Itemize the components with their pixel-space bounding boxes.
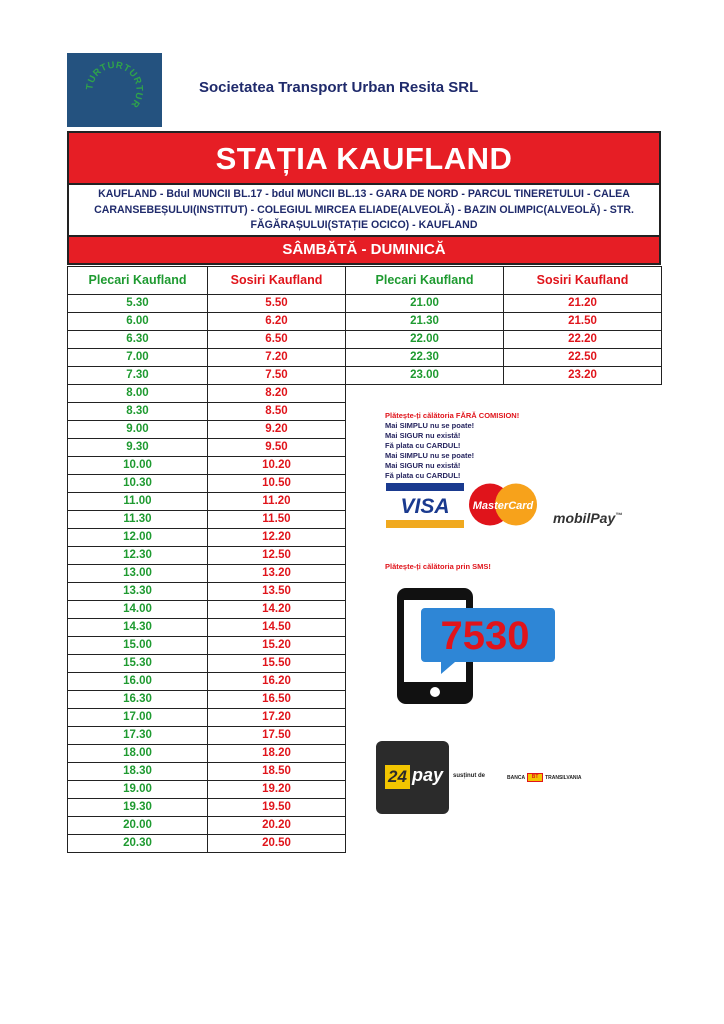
empty-cell bbox=[346, 817, 504, 835]
departure-time: 12.30 bbox=[68, 547, 208, 565]
table-row bbox=[68, 691, 662, 709]
bank-bt-badge: BT bbox=[527, 773, 543, 782]
arrival-time: 15.50 bbox=[208, 655, 346, 673]
arrival-time: 10.20 bbox=[208, 457, 346, 475]
empty-cell bbox=[504, 403, 662, 421]
arrival-time: 11.20 bbox=[208, 493, 346, 511]
schedule-table bbox=[67, 266, 662, 853]
table-row bbox=[68, 709, 662, 727]
mastercard-logo-icon bbox=[460, 482, 546, 527]
empty-cell bbox=[504, 439, 662, 457]
table-row bbox=[68, 817, 662, 835]
arrival-time: 12.50 bbox=[208, 547, 346, 565]
arrival-time: 13.20 bbox=[208, 565, 346, 583]
table-row bbox=[68, 331, 662, 349]
departure-time: 18.00 bbox=[68, 745, 208, 763]
empty-cell bbox=[504, 817, 662, 835]
table-row bbox=[68, 565, 662, 583]
table-row bbox=[68, 799, 662, 817]
departure-time: 8.30 bbox=[68, 403, 208, 421]
visa-label: VISA bbox=[400, 495, 450, 518]
header-arrivals-1: Sosiri Kaufland bbox=[208, 267, 346, 295]
arrival-time: 17.20 bbox=[208, 709, 346, 727]
arrival-time: 22.50 bbox=[504, 349, 662, 367]
promo-line: Fă plata cu CARDUL! bbox=[385, 441, 461, 450]
arrival-time: 19.20 bbox=[208, 781, 346, 799]
empty-cell bbox=[504, 565, 662, 583]
table-row bbox=[68, 835, 662, 853]
departure-time: 15.30 bbox=[68, 655, 208, 673]
empty-cell bbox=[504, 547, 662, 565]
promo-line: Mai SIGUR nu există! bbox=[385, 431, 461, 440]
card-payment-text bbox=[385, 411, 519, 481]
bank-label-right: TRANSILVANIA bbox=[545, 774, 582, 781]
empty-cell bbox=[504, 727, 662, 745]
arrival-time: 7.50 bbox=[208, 367, 346, 385]
table-row bbox=[68, 727, 662, 745]
promo-line: Mai SIMPLU nu se poate! bbox=[385, 451, 475, 460]
arrival-time: 8.50 bbox=[208, 403, 346, 421]
departure-time: 7.30 bbox=[68, 367, 208, 385]
empty-cell bbox=[346, 529, 504, 547]
empty-cell bbox=[346, 835, 504, 853]
empty-cell bbox=[504, 385, 662, 403]
arrival-time: 5.50 bbox=[208, 295, 346, 313]
departure-time: 15.00 bbox=[68, 637, 208, 655]
mobilpay-label: mobilPay bbox=[553, 510, 616, 526]
table-row bbox=[68, 295, 662, 313]
departure-time: 19.30 bbox=[68, 799, 208, 817]
promo-line: Mai SIGUR nu există! bbox=[385, 461, 461, 470]
supported-by-text: susținut de bbox=[453, 773, 486, 779]
table-row bbox=[68, 313, 662, 331]
arrival-time: 17.50 bbox=[208, 727, 346, 745]
departure-time: 17.30 bbox=[68, 727, 208, 745]
promo-line: Mai SIMPLU nu se poate! bbox=[385, 421, 475, 430]
arrival-time: 6.20 bbox=[208, 313, 346, 331]
arrival-time: 15.20 bbox=[208, 637, 346, 655]
table-row bbox=[68, 619, 662, 637]
departure-time: 16.00 bbox=[68, 673, 208, 691]
table-row bbox=[68, 475, 662, 493]
departure-time: 9.30 bbox=[68, 439, 208, 457]
arrival-time: 9.50 bbox=[208, 439, 346, 457]
table-row bbox=[68, 421, 662, 439]
phone-sms-icon bbox=[395, 586, 555, 706]
company-name: Societatea Transport Urban Resita SRL bbox=[199, 79, 479, 96]
arrival-time: 14.20 bbox=[208, 601, 346, 619]
table-row bbox=[68, 457, 662, 475]
station-header bbox=[67, 131, 661, 265]
arrival-time: 23.20 bbox=[504, 367, 662, 385]
table-row bbox=[68, 529, 662, 547]
empty-cell bbox=[504, 835, 662, 853]
mobilpay-tm: ™ bbox=[615, 512, 623, 520]
departure-time: 18.30 bbox=[68, 763, 208, 781]
arrival-time: 12.20 bbox=[208, 529, 346, 547]
departure-time: 6.30 bbox=[68, 331, 208, 349]
table-row bbox=[68, 349, 662, 367]
promo-line: Fă plata cu CARDUL! bbox=[385, 471, 461, 480]
route-description: KAUFLAND - Bdul MUNCII BL.17 - bdul MUNCII BL.13 - GARA DE NORD - PARCUL TINERETULUI - CALEA CARANSEBEȘULUI(INSTITUT) - COLEGIUL MIRCEA ELIADE(ALVEOLĂ) - BAZIN OLIMPIC(ALVEOLĂ) - STR. FĂGĂRAȘULUI(STAȚIE OCICO) - KAUFLAND bbox=[69, 185, 659, 237]
bank-logo bbox=[507, 773, 582, 782]
table-header-row bbox=[68, 267, 662, 295]
departure-time: 16.30 bbox=[68, 691, 208, 709]
departure-time: 17.00 bbox=[68, 709, 208, 727]
empty-cell bbox=[346, 385, 504, 403]
table-row bbox=[68, 745, 662, 763]
arrival-time: 21.20 bbox=[504, 295, 662, 313]
arrival-time: 16.20 bbox=[208, 673, 346, 691]
table-row bbox=[68, 637, 662, 655]
departure-time: 11.30 bbox=[68, 511, 208, 529]
table-row bbox=[68, 367, 662, 385]
table-row bbox=[68, 583, 662, 601]
table-row bbox=[68, 493, 662, 511]
company-logo bbox=[67, 53, 162, 127]
empty-cell bbox=[504, 457, 662, 475]
departure-time: 9.00 bbox=[68, 421, 208, 439]
sms-number: 7530 bbox=[440, 614, 530, 658]
empty-cell bbox=[504, 781, 662, 799]
empty-cell bbox=[504, 709, 662, 727]
sms-payment-text: Plătește-ți călătoria prin SMS! bbox=[385, 562, 491, 571]
header-departures-2: Plecari Kaufland bbox=[346, 267, 504, 295]
pay24-word: pay bbox=[412, 765, 444, 785]
departure-time: 14.30 bbox=[68, 619, 208, 637]
table-row bbox=[68, 673, 662, 691]
table-row bbox=[68, 385, 662, 403]
departure-time: 14.00 bbox=[68, 601, 208, 619]
arrival-time: 13.50 bbox=[208, 583, 346, 601]
departure-time: 21.00 bbox=[346, 295, 504, 313]
empty-cell bbox=[504, 421, 662, 439]
arrival-time: 22.20 bbox=[504, 331, 662, 349]
departure-time: 20.30 bbox=[68, 835, 208, 853]
svg-text:TURTURTURTUR bbox=[84, 60, 144, 110]
departure-time: 12.00 bbox=[68, 529, 208, 547]
visa-logo-icon bbox=[386, 483, 464, 528]
departure-time: 7.00 bbox=[68, 349, 208, 367]
pay24-logo bbox=[376, 741, 449, 814]
table-row bbox=[68, 601, 662, 619]
arrival-time: 19.50 bbox=[208, 799, 346, 817]
arrival-time: 16.50 bbox=[208, 691, 346, 709]
arrival-time: 10.50 bbox=[208, 475, 346, 493]
departure-time: 22.30 bbox=[346, 349, 504, 367]
table-row bbox=[68, 547, 662, 565]
table-row bbox=[68, 781, 662, 799]
departure-time: 21.30 bbox=[346, 313, 504, 331]
departure-time: 11.00 bbox=[68, 493, 208, 511]
arrival-time: 8.20 bbox=[208, 385, 346, 403]
arrival-time: 6.50 bbox=[208, 331, 346, 349]
arrival-time: 18.20 bbox=[208, 745, 346, 763]
arrival-time: 9.20 bbox=[208, 421, 346, 439]
mobilpay-logo bbox=[553, 510, 622, 526]
arrival-time: 11.50 bbox=[208, 511, 346, 529]
departure-time: 10.00 bbox=[68, 457, 208, 475]
table-row bbox=[68, 403, 662, 421]
bank-label-left: BANCA bbox=[507, 774, 526, 781]
station-title: STAȚIA KAUFLAND bbox=[69, 133, 659, 185]
departure-time: 13.30 bbox=[68, 583, 208, 601]
table-row bbox=[68, 655, 662, 673]
departure-time: 13.00 bbox=[68, 565, 208, 583]
arrival-time: 18.50 bbox=[208, 763, 346, 781]
days-banner: SÂMBĂTĂ - DUMINICĂ bbox=[69, 237, 659, 263]
departure-time: 19.00 bbox=[68, 781, 208, 799]
table-row bbox=[68, 439, 662, 457]
departure-time: 20.00 bbox=[68, 817, 208, 835]
arrival-time: 20.20 bbox=[208, 817, 346, 835]
departure-time: 10.30 bbox=[68, 475, 208, 493]
empty-cell bbox=[504, 799, 662, 817]
departure-time: 23.00 bbox=[346, 367, 504, 385]
departure-time: 5.30 bbox=[68, 295, 208, 313]
pay24-number: 24 bbox=[385, 765, 410, 789]
departure-time: 22.00 bbox=[346, 331, 504, 349]
logo-text: TURTURTURTUR bbox=[84, 59, 145, 110]
departure-time: 8.00 bbox=[68, 385, 208, 403]
empty-cell bbox=[346, 709, 504, 727]
empty-cell bbox=[504, 529, 662, 547]
logo-ring-icon bbox=[67, 53, 162, 127]
arrival-time: 20.50 bbox=[208, 835, 346, 853]
header-departures-1: Plecari Kaufland bbox=[68, 267, 208, 295]
empty-cell bbox=[504, 745, 662, 763]
arrival-time: 21.50 bbox=[504, 313, 662, 331]
arrival-time: 14.50 bbox=[208, 619, 346, 637]
departure-time: 6.00 bbox=[68, 313, 208, 331]
mastercard-label: MasterCard bbox=[472, 500, 534, 512]
promo-line: Plătește-ți călătoria FĂRĂ COMISION! bbox=[385, 411, 520, 420]
header-arrivals-2: Sosiri Kaufland bbox=[504, 267, 662, 295]
arrival-time: 7.20 bbox=[208, 349, 346, 367]
